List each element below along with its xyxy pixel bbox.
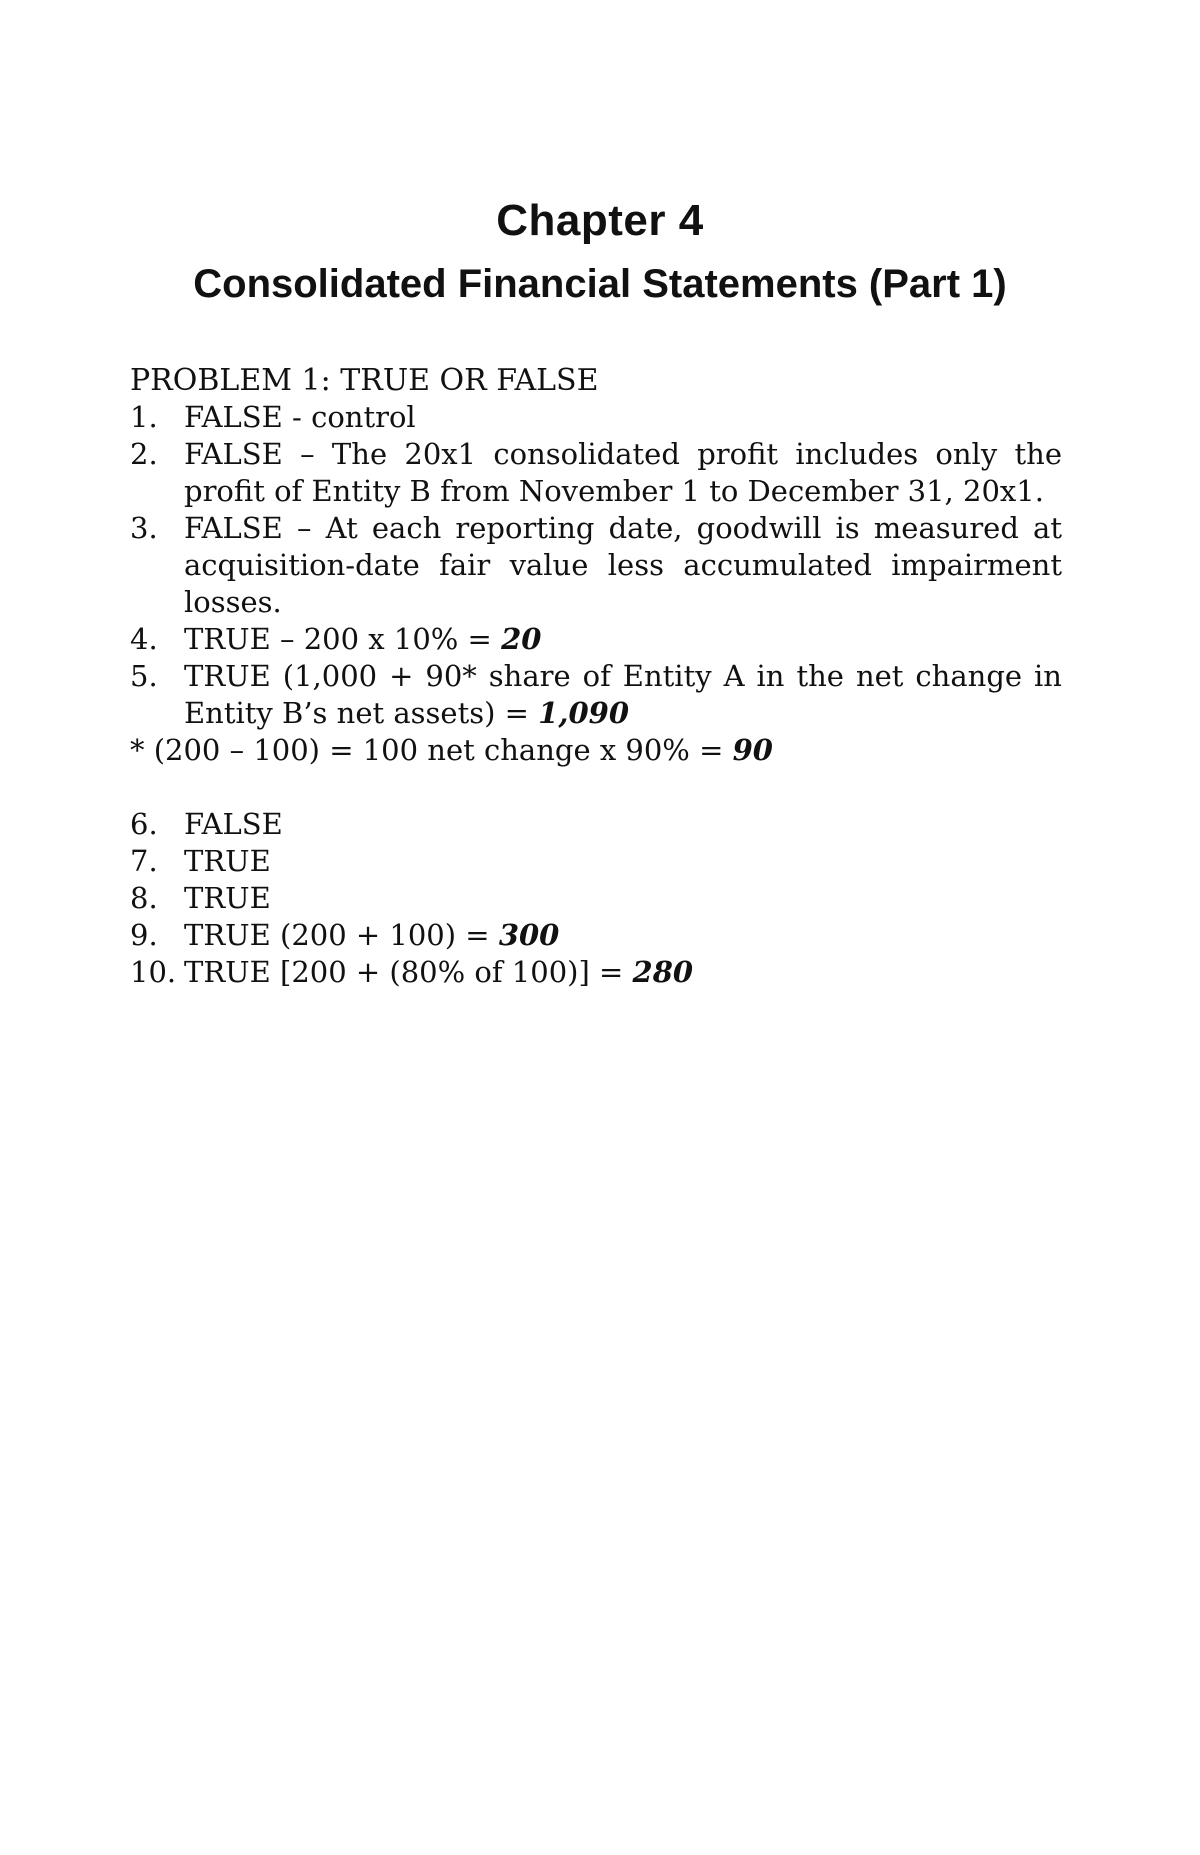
item-answer: 280 — [632, 955, 694, 989]
problem-section — [130, 362, 1062, 991]
item-statement: FALSE – The 20x1 consolidated profit includes only the profit of Entity B from November 1 to December 31, 20x1. — [184, 437, 1062, 508]
item-number: 3. — [130, 511, 158, 545]
list-item — [130, 436, 1062, 510]
list-item — [130, 658, 1062, 732]
item-text — [184, 658, 1062, 732]
item-statement: FALSE — [184, 807, 283, 841]
list-item — [130, 399, 1062, 436]
list-item — [130, 954, 1062, 991]
item-statement: TRUE — [184, 844, 271, 878]
list-item — [130, 843, 1062, 880]
chapter-title: Chapter 4 — [496, 196, 704, 245]
item-text — [184, 917, 1062, 954]
item-text — [184, 806, 1062, 843]
spacer — [130, 769, 1062, 806]
item-answer: 20 — [501, 622, 542, 656]
item-number: 10. — [130, 955, 177, 989]
item-answer: 1,090 — [538, 696, 629, 730]
item-number: 7. — [130, 844, 158, 878]
item-text — [184, 621, 1062, 658]
item-text — [184, 880, 1062, 917]
item-statement: TRUE (1,000 + 90* share of Entity A in the net change in Entity B’s net assets) = — [184, 659, 1062, 730]
item-statement: FALSE – At each reporting date, goodwill is measured at acquisition-date fair value less accumulated impairment losses. — [184, 511, 1062, 619]
footnote-text: * (200 – 100) = 100 net change x 90% = — [130, 733, 733, 767]
item-number: 4. — [130, 622, 158, 656]
item-number: 8. — [130, 881, 158, 915]
list-item — [130, 510, 1062, 621]
item-answer: 300 — [498, 918, 560, 952]
list-item — [130, 621, 1062, 658]
list-item — [130, 917, 1062, 954]
item-text — [184, 954, 1062, 991]
item-statement: TRUE (200 + 100) = — [184, 918, 499, 952]
list-item — [130, 880, 1062, 917]
list-item — [130, 806, 1062, 843]
item-number: 6. — [130, 807, 158, 841]
item-text — [184, 436, 1062, 510]
chapter-subtitle: Consolidated Financial Statements (Part 1) — [193, 262, 1007, 306]
problem-heading: PROBLEM 1: TRUE OR FALSE — [130, 363, 599, 398]
item-number: 1. — [130, 400, 158, 434]
item-text — [184, 399, 1062, 436]
item-text — [184, 843, 1062, 880]
item-statement: TRUE [200 + (80% of 100)] = — [184, 955, 633, 989]
item-text — [184, 510, 1062, 621]
item-statement: FALSE - control — [184, 400, 416, 434]
footnote-answer: 90 — [732, 733, 773, 767]
item-number: 2. — [130, 437, 158, 471]
item-statement: TRUE — [184, 881, 271, 915]
footnote — [130, 732, 1062, 769]
item-number: 9. — [130, 918, 158, 952]
item-number: 5. — [130, 659, 158, 693]
item-statement: TRUE – 200 x 10% = — [184, 622, 502, 656]
